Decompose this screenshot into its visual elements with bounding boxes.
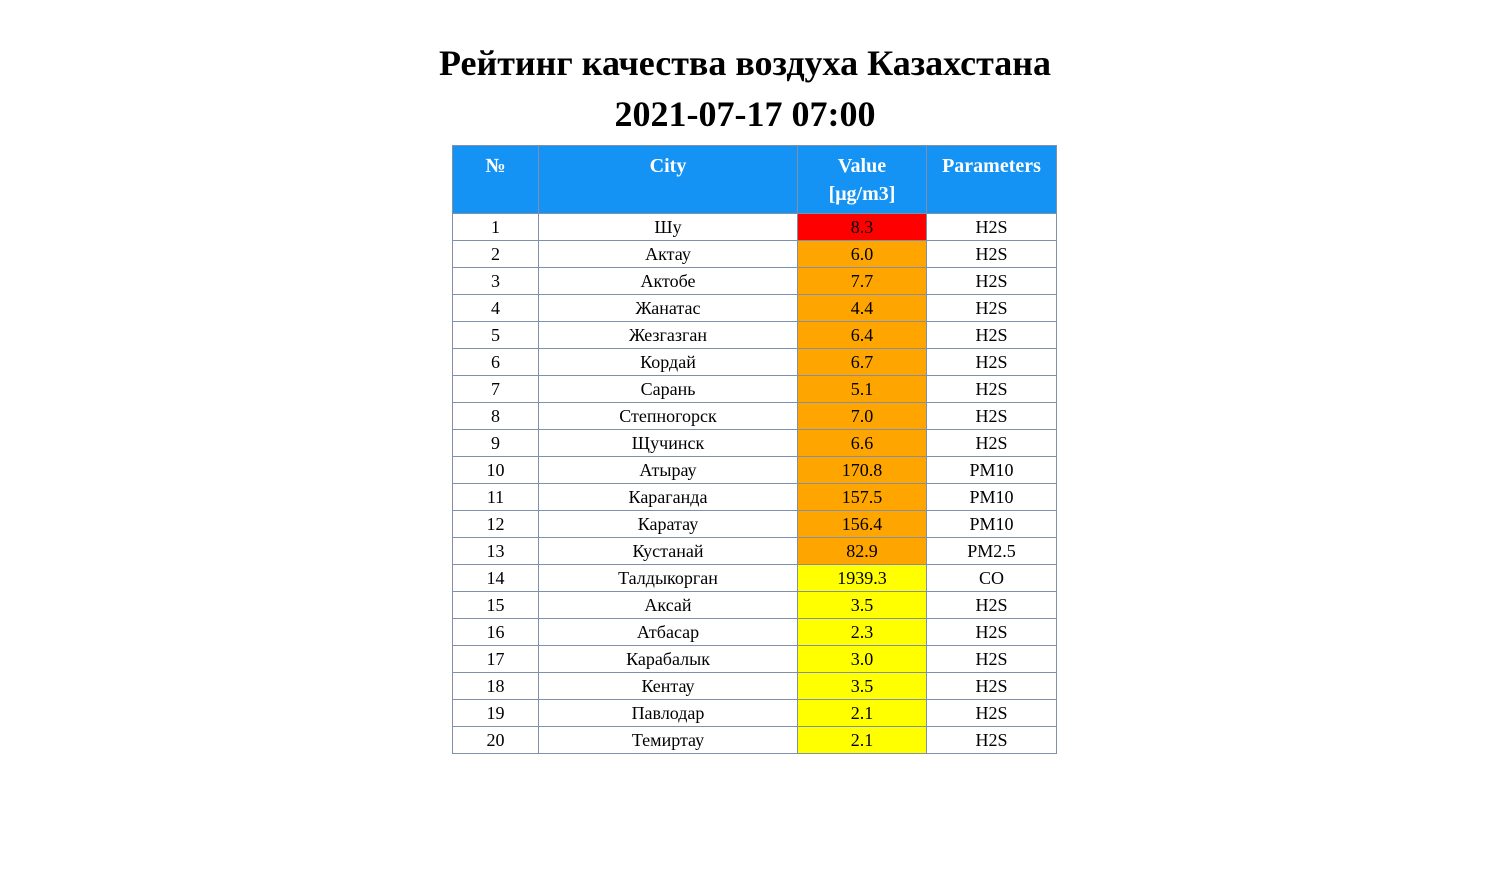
cell-value: 2.1 xyxy=(798,727,927,754)
cell-city: Шу xyxy=(539,214,798,241)
table-row xyxy=(453,646,1057,673)
title-datetime: 2021-07-17 07:00 xyxy=(614,94,876,134)
cell-value: 7.7 xyxy=(798,268,927,295)
table-row xyxy=(453,268,1057,295)
cell-city: Талдыкорган xyxy=(539,565,798,592)
cell-value: 7.0 xyxy=(798,403,927,430)
cell-city: Щучинск xyxy=(539,430,798,457)
cell-value: 6.7 xyxy=(798,349,927,376)
cell-parameter: PM10 xyxy=(927,457,1057,484)
table-row xyxy=(453,511,1057,538)
cell-value: 4.4 xyxy=(798,295,927,322)
cell-parameter: H2S xyxy=(927,403,1057,430)
cell-value: 5.1 xyxy=(798,376,927,403)
table-row xyxy=(453,619,1057,646)
cell-parameter: PM10 xyxy=(927,511,1057,538)
cell-parameter: H2S xyxy=(927,619,1057,646)
cell-num: 13 xyxy=(453,538,539,565)
cell-num: 3 xyxy=(453,268,539,295)
air-quality-table xyxy=(452,145,1057,754)
cell-value: 6.0 xyxy=(798,241,927,268)
cell-parameter: H2S xyxy=(927,322,1057,349)
cell-value: 3.5 xyxy=(798,673,927,700)
cell-city: Темиртау xyxy=(539,727,798,754)
table-row xyxy=(453,403,1057,430)
table-row xyxy=(453,322,1057,349)
cell-city: Атбасар xyxy=(539,619,798,646)
cell-parameter: H2S xyxy=(927,430,1057,457)
cell-city: Актау xyxy=(539,241,798,268)
table-header-row xyxy=(453,146,1057,214)
cell-value: 6.4 xyxy=(798,322,927,349)
table-row xyxy=(453,565,1057,592)
cell-city: Каратау xyxy=(539,511,798,538)
cell-parameter: H2S xyxy=(927,268,1057,295)
cell-value: 2.1 xyxy=(798,700,927,727)
header-value-unit: [μg/m3] xyxy=(828,183,896,205)
cell-city: Кентау xyxy=(539,673,798,700)
cell-city: Атырау xyxy=(539,457,798,484)
table-row xyxy=(453,592,1057,619)
cell-parameter: H2S xyxy=(927,727,1057,754)
table-row xyxy=(453,457,1057,484)
cell-num: 6 xyxy=(453,349,539,376)
cell-num: 7 xyxy=(453,376,539,403)
cell-value: 8.3 xyxy=(798,214,927,241)
cell-city: Караганда xyxy=(539,484,798,511)
cell-value: 156.4 xyxy=(798,511,927,538)
cell-parameter: H2S xyxy=(927,700,1057,727)
table-row xyxy=(453,376,1057,403)
title-main: Рейтинг качества воздуха Казахстана xyxy=(439,43,1051,83)
cell-num: 4 xyxy=(453,295,539,322)
cell-num: 19 xyxy=(453,700,539,727)
cell-parameter: H2S xyxy=(927,592,1057,619)
cell-value: 82.9 xyxy=(798,538,927,565)
cell-parameter: H2S xyxy=(927,646,1057,673)
cell-parameter: CO xyxy=(927,565,1057,592)
cell-num: 18 xyxy=(453,673,539,700)
cell-num: 15 xyxy=(453,592,539,619)
cell-parameter: H2S xyxy=(927,241,1057,268)
cell-parameter: PM10 xyxy=(927,484,1057,511)
cell-parameter: H2S xyxy=(927,295,1057,322)
cell-value: 1939.3 xyxy=(798,565,927,592)
cell-num: 14 xyxy=(453,565,539,592)
cell-parameter: H2S xyxy=(927,376,1057,403)
table-header xyxy=(453,146,1057,214)
cell-parameter: H2S xyxy=(927,214,1057,241)
cell-value: 3.5 xyxy=(798,592,927,619)
table-row xyxy=(453,349,1057,376)
table-row xyxy=(453,673,1057,700)
cell-city: Кустанай xyxy=(539,538,798,565)
cell-city: Степногорск xyxy=(539,403,798,430)
cell-num: 20 xyxy=(453,727,539,754)
cell-city: Павлодар xyxy=(539,700,798,727)
table-row xyxy=(453,484,1057,511)
cell-value: 157.5 xyxy=(798,484,927,511)
header-value-label: Value xyxy=(837,155,887,177)
table-row xyxy=(453,538,1057,565)
cell-parameter: PM2.5 xyxy=(927,538,1057,565)
cell-num: 12 xyxy=(453,511,539,538)
cell-city: Жезгазган xyxy=(539,322,798,349)
table-row xyxy=(453,430,1057,457)
header-value xyxy=(798,146,927,214)
cell-num: 10 xyxy=(453,457,539,484)
table-row xyxy=(453,214,1057,241)
cell-value: 6.6 xyxy=(798,430,927,457)
cell-city: Аксай xyxy=(539,592,798,619)
cell-num: 11 xyxy=(453,484,539,511)
cell-num: 8 xyxy=(453,403,539,430)
cell-parameter: H2S xyxy=(927,673,1057,700)
header-num: № xyxy=(453,146,539,214)
cell-city: Жанатас xyxy=(539,295,798,322)
cell-city: Кордай xyxy=(539,349,798,376)
cell-city: Актобе xyxy=(539,268,798,295)
cell-city: Карабалык xyxy=(539,646,798,673)
header-parameters: Parameters xyxy=(927,146,1057,214)
cell-num: 5 xyxy=(453,322,539,349)
cell-value: 2.3 xyxy=(798,619,927,646)
page-title xyxy=(0,0,1490,140)
cell-value: 170.8 xyxy=(798,457,927,484)
air-quality-table-container xyxy=(452,145,1057,754)
cell-num: 16 xyxy=(453,619,539,646)
cell-num: 9 xyxy=(453,430,539,457)
table-row xyxy=(453,241,1057,268)
table-row xyxy=(453,727,1057,754)
table-row xyxy=(453,700,1057,727)
cell-city: Сарань xyxy=(539,376,798,403)
header-city: City xyxy=(539,146,798,214)
cell-num: 17 xyxy=(453,646,539,673)
cell-parameter: H2S xyxy=(927,349,1057,376)
cell-value: 3.0 xyxy=(798,646,927,673)
table-body xyxy=(453,214,1057,754)
table-row xyxy=(453,295,1057,322)
cell-num: 1 xyxy=(453,214,539,241)
cell-num: 2 xyxy=(453,241,539,268)
